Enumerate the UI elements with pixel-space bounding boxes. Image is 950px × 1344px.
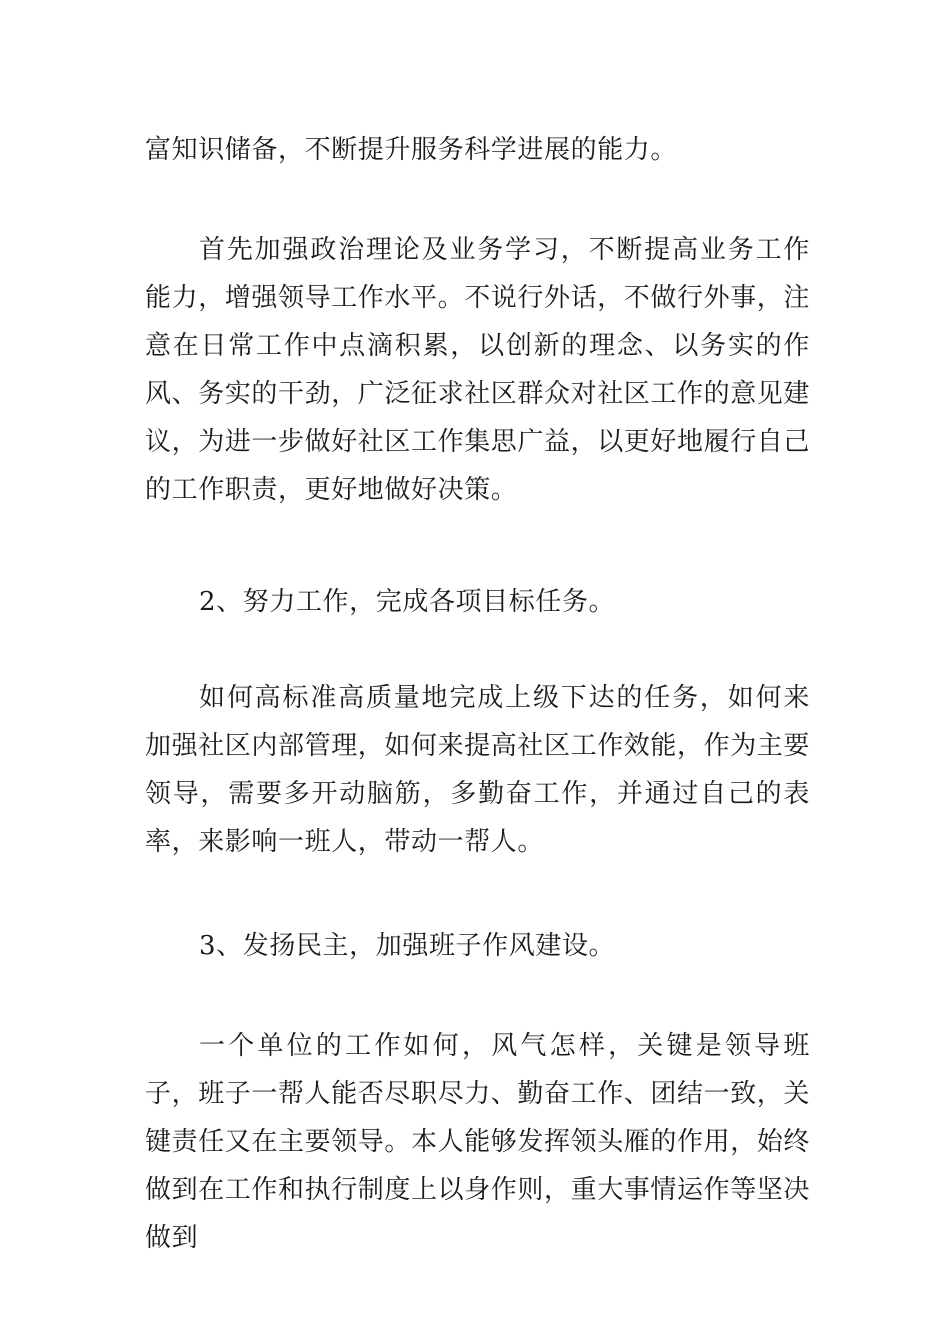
- paragraph-tasks: 如何高标准高质量地完成上级下达的任务，如何来加强社区内部管理，如何来提高社区工作效能，作为主要领导，需要多开动脑筋，多勤奋工作，并通过自己的表率，来影响一班人，带动一帮人。: [145, 683, 811, 857]
- paragraph-leadership: 一个单位的工作如何，风气怎样，关键是领导班子，班子一帮人能否尽职尽力、勤奋工作、团结一致，关键责任又在主要领导。本人能够发挥领头雁的作用，始终做到在工作和执行制度上以身作则，重大事情运作等坚决做到: [145, 1031, 811, 1253]
- section-heading-3: 3、发扬民主，加强班子作风建设。: [199, 931, 616, 961]
- paragraph-political-study: 首先加强政治理论及业务学习，不断提高业务工作能力，增强领导工作水平。不说行外话，不做行外事，注意在日常工作中点滴积累，以创新的理念、以务实的作风、务实的干劲，广泛征求社区群众对社区工作的意见建议，为进一步做好社区工作集思广益，以更好地履行自己的工作职责，更好地做好决策。: [145, 235, 811, 505]
- paragraph-continuation: 富知识储备，不断提升服务科学进展的能力。: [145, 135, 678, 165]
- section-heading-2: 2、努力工作，完成各项目标任务。: [199, 587, 616, 617]
